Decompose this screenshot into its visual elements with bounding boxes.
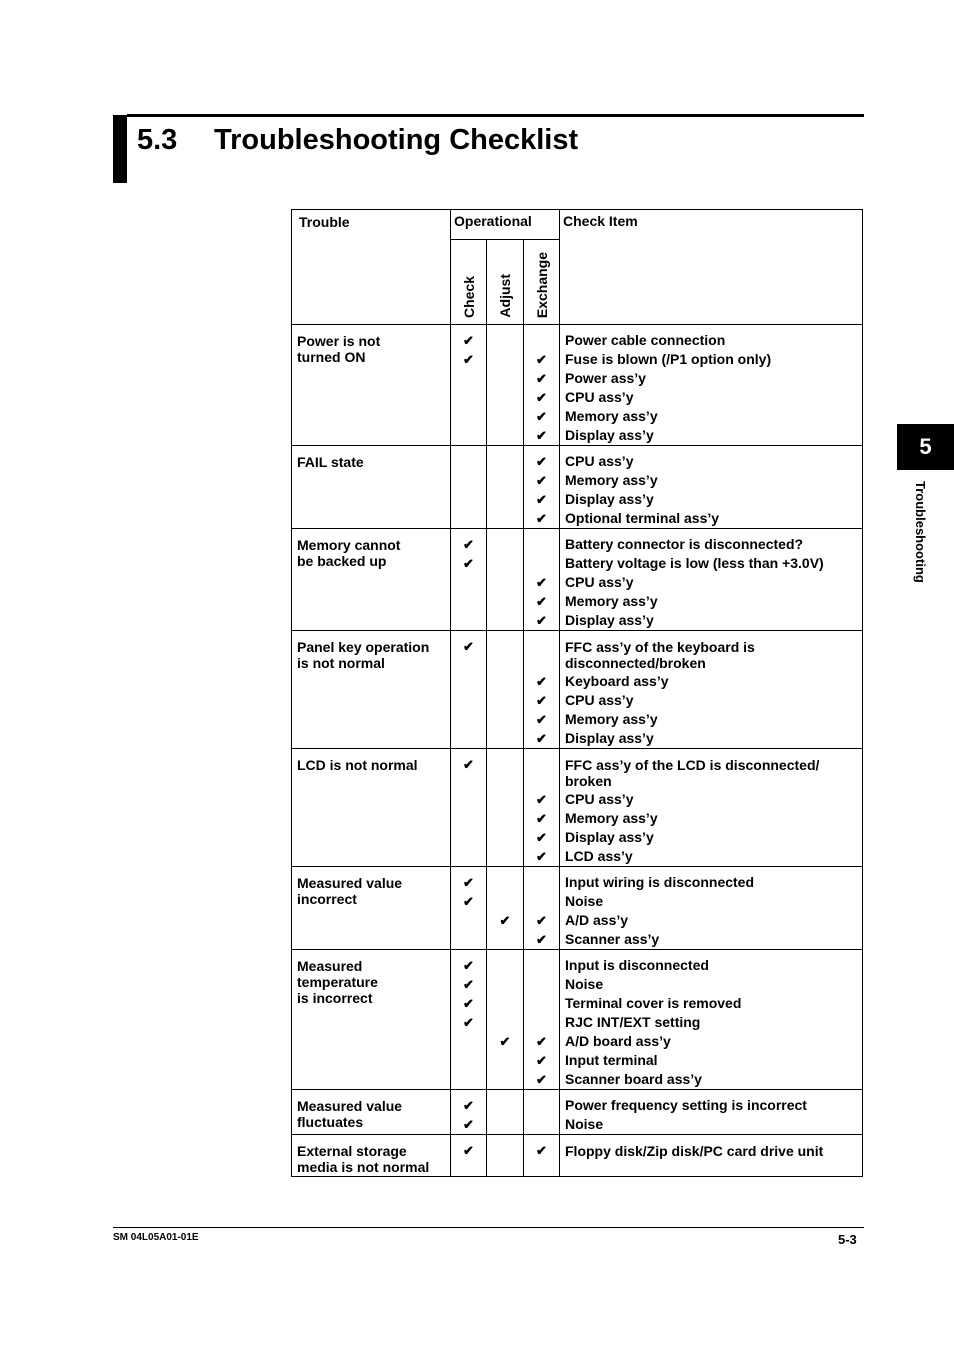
empty-mark xyxy=(487,994,523,1013)
empty-mark xyxy=(524,1096,559,1115)
trouble-text: fluctuates xyxy=(297,1114,364,1130)
empty-mark xyxy=(487,426,523,445)
checkmark-icon: ✔ xyxy=(536,613,547,628)
check-item-text: Display ass’y xyxy=(565,427,654,443)
checkmark-icon: ✔ xyxy=(536,390,547,405)
exchange-column-cell xyxy=(524,749,560,867)
empty-mark xyxy=(451,691,486,710)
empty-mark xyxy=(487,729,523,748)
empty-mark xyxy=(451,490,486,509)
check-item-cell xyxy=(560,325,863,446)
empty-mark xyxy=(487,975,523,994)
empty-mark xyxy=(487,892,523,911)
header-check: Check xyxy=(460,275,477,318)
empty-mark xyxy=(524,873,559,892)
check-item-text: Noise xyxy=(565,1116,604,1132)
empty-mark xyxy=(487,452,523,471)
trouble-text: incorrect xyxy=(297,891,357,907)
footer-rule xyxy=(113,1227,864,1228)
check-item-text: RJC INT/EXT setting xyxy=(565,1014,701,1030)
checkmark-icon: ✔ xyxy=(536,693,547,708)
check-item-text: Display ass’y xyxy=(565,491,654,507)
checkmark-icon: ✔ xyxy=(463,1117,474,1132)
check-item-text: Memory ass’y xyxy=(565,472,658,488)
empty-mark xyxy=(524,535,559,554)
check-item-text: Battery voltage is low (less than +3.0V) xyxy=(565,555,824,571)
checkmark-icon: ✔ xyxy=(463,977,474,992)
checkmark-icon: ✔ xyxy=(536,731,547,746)
exchange-column-cell xyxy=(524,529,560,631)
empty-mark xyxy=(524,994,559,1013)
check-item-text: CPU ass’y xyxy=(565,692,634,708)
check-item-text: FFC ass’y of the LCD is disconnected/ broken xyxy=(565,757,820,789)
header-exchange-cell xyxy=(524,240,560,325)
empty-mark xyxy=(451,388,486,407)
header-check-item: Check Item xyxy=(560,210,863,325)
empty-mark xyxy=(487,691,523,710)
check-item-text: Memory ass’y xyxy=(565,408,658,424)
checkmark-icon: ✔ xyxy=(499,913,511,928)
empty-mark xyxy=(451,471,486,490)
trouble-text: turned ON xyxy=(297,349,366,365)
check-item-text: CPU ass’y xyxy=(565,574,634,590)
check-item-text: Fuse is blown (/P1 option only) xyxy=(565,351,772,367)
adjust-column-cell xyxy=(487,446,524,529)
empty-mark xyxy=(487,573,523,592)
checkmark-icon: ✔ xyxy=(463,1143,474,1158)
checkmark-icon: ✔ xyxy=(499,1034,511,1049)
empty-mark xyxy=(487,672,523,691)
empty-mark xyxy=(451,573,486,592)
empty-mark xyxy=(487,407,523,426)
checkmark-icon: ✔ xyxy=(463,1098,474,1113)
checkmark-icon: ✔ xyxy=(536,1034,547,1049)
checkmark-icon: ✔ xyxy=(536,913,547,928)
trouble-text: FAIL state xyxy=(297,454,364,470)
empty-mark xyxy=(487,710,523,729)
trouble-text: is not normal xyxy=(297,655,385,671)
checkmark-icon: ✔ xyxy=(536,454,547,469)
empty-mark xyxy=(451,369,486,388)
check-item-text: Memory ass’y xyxy=(565,711,658,727)
empty-mark xyxy=(487,755,523,790)
checkmark-icon: ✔ xyxy=(463,537,474,552)
header-operational: Operational xyxy=(451,210,560,240)
empty-mark xyxy=(487,930,523,949)
empty-mark xyxy=(487,388,523,407)
chapter-label: Troubleshooting xyxy=(913,481,928,583)
check-item-text: Power frequency setting is incorrect xyxy=(565,1097,807,1113)
header-exchange: Exchange xyxy=(533,251,550,318)
empty-mark xyxy=(451,407,486,426)
table-body xyxy=(292,325,863,1177)
empty-mark xyxy=(451,1032,486,1051)
check-item-cell xyxy=(560,867,863,950)
empty-mark xyxy=(524,975,559,994)
empty-mark xyxy=(487,1051,523,1070)
exchange-column-cell xyxy=(524,867,560,950)
empty-mark xyxy=(524,755,559,790)
empty-mark xyxy=(524,637,559,672)
trouble-text: External storage xyxy=(297,1143,407,1159)
trouble-cell xyxy=(292,325,451,446)
trouble-text: Measured value xyxy=(297,875,403,891)
check-item-cell xyxy=(560,1135,863,1177)
check-column-cell xyxy=(451,950,487,1090)
table-row xyxy=(292,749,863,867)
empty-mark xyxy=(451,672,486,691)
checkmark-icon: ✔ xyxy=(536,811,547,826)
header-check-cell xyxy=(451,240,487,325)
check-column-cell xyxy=(451,529,487,631)
checkmark-icon: ✔ xyxy=(463,1015,474,1030)
check-item-cell xyxy=(560,950,863,1090)
checkmark-icon: ✔ xyxy=(463,894,474,909)
checkmark-icon: ✔ xyxy=(536,371,547,386)
checkmark-icon: ✔ xyxy=(536,1072,547,1087)
checkmark-icon: ✔ xyxy=(463,639,474,654)
empty-mark xyxy=(451,911,486,930)
checkmark-icon: ✔ xyxy=(536,428,547,443)
checkmark-icon: ✔ xyxy=(536,712,547,727)
adjust-column-cell xyxy=(487,950,524,1090)
check-item-text: Floppy disk/Zip disk/PC card drive unit xyxy=(565,1143,824,1159)
empty-mark xyxy=(487,828,523,847)
empty-mark xyxy=(451,790,486,809)
trouble-text: Panel key operation xyxy=(297,639,430,655)
checkmark-icon: ✔ xyxy=(536,575,547,590)
exchange-column-cell xyxy=(524,446,560,529)
trouble-cell xyxy=(292,950,451,1090)
empty-mark xyxy=(487,1141,523,1176)
check-item-text: Display ass’y xyxy=(565,730,654,746)
trouble-text: be backed up xyxy=(297,553,387,569)
trouble-cell xyxy=(292,1090,451,1135)
adjust-column-cell xyxy=(487,529,524,631)
check-item-text: Display ass’y xyxy=(565,829,654,845)
empty-mark xyxy=(451,710,486,729)
trouble-text: Measured xyxy=(297,958,363,974)
empty-mark xyxy=(451,930,486,949)
empty-mark xyxy=(487,847,523,866)
checkmark-icon: ✔ xyxy=(463,757,474,772)
checkmark-icon: ✔ xyxy=(536,473,547,488)
trouble-text: media is not normal xyxy=(297,1159,430,1175)
checkmark-icon: ✔ xyxy=(536,492,547,507)
empty-mark xyxy=(451,592,486,611)
empty-mark xyxy=(487,369,523,388)
exchange-column-cell xyxy=(524,1135,560,1177)
check-item-text: Power cable connection xyxy=(565,332,726,348)
table-row xyxy=(292,1090,863,1135)
checkmark-icon: ✔ xyxy=(536,352,547,367)
trouble-text: Memory cannot xyxy=(297,537,401,553)
empty-mark xyxy=(451,509,486,528)
chapter-tab[interactable]: 5 xyxy=(897,424,954,470)
empty-mark xyxy=(451,729,486,748)
checkmark-icon: ✔ xyxy=(536,594,547,609)
page-title xyxy=(137,124,578,157)
empty-mark xyxy=(487,1115,523,1134)
page-number: 5-3 xyxy=(838,1232,857,1247)
empty-mark xyxy=(487,873,523,892)
check-item-text: CPU ass’y xyxy=(565,453,634,469)
checkmark-icon: ✔ xyxy=(536,932,547,947)
checkmark-icon: ✔ xyxy=(536,511,547,526)
document-id: SM 04L05A01-01E xyxy=(113,1232,199,1243)
empty-mark xyxy=(451,426,486,445)
check-item-text: Optional terminal ass’y xyxy=(565,510,720,526)
check-item-cell xyxy=(560,446,863,529)
empty-mark xyxy=(524,554,559,573)
check-item-cell xyxy=(560,631,863,749)
empty-mark xyxy=(451,847,486,866)
check-column-cell xyxy=(451,1135,487,1177)
checkmark-icon: ✔ xyxy=(536,409,547,424)
checkmark-icon: ✔ xyxy=(536,674,547,689)
trouble-cell xyxy=(292,1135,451,1177)
checkmark-icon: ✔ xyxy=(536,849,547,864)
adjust-column-cell xyxy=(487,1135,524,1177)
check-item-text: Display ass’y xyxy=(565,612,654,628)
trouble-text: is incorrect xyxy=(297,990,373,1006)
empty-mark xyxy=(451,809,486,828)
checkmark-icon: ✔ xyxy=(463,556,474,571)
empty-mark xyxy=(524,1013,559,1032)
empty-mark xyxy=(487,637,523,672)
title-rule xyxy=(127,114,864,117)
check-item-text: Scanner board ass’y xyxy=(565,1071,702,1087)
checkmark-icon: ✔ xyxy=(536,1143,547,1158)
check-column-cell xyxy=(451,749,487,867)
trouble-cell xyxy=(292,446,451,529)
check-column-cell xyxy=(451,631,487,749)
trouble-cell xyxy=(292,529,451,631)
check-item-text: FFC ass’y of the keyboard is disconnected/broken xyxy=(565,639,755,671)
header-adjust-cell xyxy=(487,240,524,325)
check-item-text: Input is disconnected xyxy=(565,957,709,973)
checkmark-icon: ✔ xyxy=(463,333,474,348)
empty-mark xyxy=(487,490,523,509)
check-column-cell xyxy=(451,867,487,950)
check-item-text: Keyboard ass’y xyxy=(565,673,669,689)
empty-mark xyxy=(487,331,523,350)
check-item-text: Power ass’y xyxy=(565,370,646,386)
empty-mark xyxy=(451,1051,486,1070)
check-item-text: A/D ass’y xyxy=(565,912,629,928)
checkmark-icon: ✔ xyxy=(463,958,474,973)
exchange-column-cell xyxy=(524,325,560,446)
check-column-cell xyxy=(451,446,487,529)
empty-mark xyxy=(451,1070,486,1089)
check-item-text: Memory ass’y xyxy=(565,593,658,609)
checkmark-icon: ✔ xyxy=(536,830,547,845)
trouble-text: Power is not xyxy=(297,333,381,349)
check-column-cell xyxy=(451,325,487,446)
section-number: 5.3 xyxy=(137,124,178,156)
empty-mark xyxy=(487,809,523,828)
exchange-column-cell xyxy=(524,1090,560,1135)
empty-mark xyxy=(451,611,486,630)
empty-mark xyxy=(487,350,523,369)
table-row xyxy=(292,950,863,1090)
checkmark-icon: ✔ xyxy=(536,1053,547,1068)
empty-mark xyxy=(487,592,523,611)
check-item-cell xyxy=(560,529,863,631)
trouble-text: LCD is not normal xyxy=(297,757,418,773)
header-trouble: Trouble xyxy=(292,210,451,325)
table-row xyxy=(292,529,863,631)
empty-mark xyxy=(487,535,523,554)
trouble-text: temperature xyxy=(297,974,378,990)
adjust-column-cell xyxy=(487,1090,524,1135)
section-title: Troubleshooting Checklist xyxy=(214,124,579,156)
exchange-column-cell xyxy=(524,950,560,1090)
empty-mark xyxy=(487,1070,523,1089)
check-item-text: Input terminal xyxy=(565,1052,658,1068)
table-row xyxy=(292,867,863,950)
check-item-text: Noise xyxy=(565,893,604,909)
empty-mark xyxy=(524,331,559,350)
check-item-text: Noise xyxy=(565,976,604,992)
trouble-text: Measured value xyxy=(297,1098,403,1114)
checkmark-icon: ✔ xyxy=(463,996,474,1011)
empty-mark xyxy=(487,1096,523,1115)
check-item-text: LCD ass’y xyxy=(565,848,633,864)
table-row xyxy=(292,325,863,446)
troubleshooting-table xyxy=(291,209,863,1177)
check-item-text: A/D board ass’y xyxy=(565,1033,671,1049)
trouble-cell xyxy=(292,631,451,749)
check-item-text: Memory ass’y xyxy=(565,810,658,826)
exchange-column-cell xyxy=(524,631,560,749)
section-marker-bar xyxy=(113,115,127,183)
empty-mark xyxy=(487,471,523,490)
check-item-cell xyxy=(560,1090,863,1135)
check-item-text: Terminal cover is removed xyxy=(565,995,742,1011)
adjust-column-cell xyxy=(487,749,524,867)
check-item-text: CPU ass’y xyxy=(565,389,634,405)
trouble-cell xyxy=(292,867,451,950)
empty-mark xyxy=(487,611,523,630)
checkmark-icon: ✔ xyxy=(536,792,547,807)
check-column-cell xyxy=(451,1090,487,1135)
table-row xyxy=(292,631,863,749)
empty-mark xyxy=(524,956,559,975)
check-item-text: Scanner ass’y xyxy=(565,931,660,947)
empty-mark xyxy=(451,452,486,471)
empty-mark xyxy=(451,828,486,847)
adjust-column-cell xyxy=(487,325,524,446)
adjust-column-cell xyxy=(487,867,524,950)
empty-mark xyxy=(487,509,523,528)
check-item-cell xyxy=(560,749,863,867)
table-row xyxy=(292,446,863,529)
header-adjust: Adjust xyxy=(497,274,513,318)
checkmark-icon: ✔ xyxy=(463,875,474,890)
empty-mark xyxy=(524,892,559,911)
check-item-text: Battery connector is disconnected? xyxy=(565,536,804,552)
empty-mark xyxy=(524,1115,559,1134)
empty-mark xyxy=(487,790,523,809)
trouble-cell xyxy=(292,749,451,867)
checkmark-icon: ✔ xyxy=(463,352,474,367)
empty-mark xyxy=(487,956,523,975)
check-item-text: CPU ass’y xyxy=(565,791,634,807)
empty-mark xyxy=(487,554,523,573)
empty-mark xyxy=(487,1013,523,1032)
table-row xyxy=(292,1135,863,1177)
check-item-text: Input wiring is disconnected xyxy=(565,874,755,890)
adjust-column-cell xyxy=(487,631,524,749)
